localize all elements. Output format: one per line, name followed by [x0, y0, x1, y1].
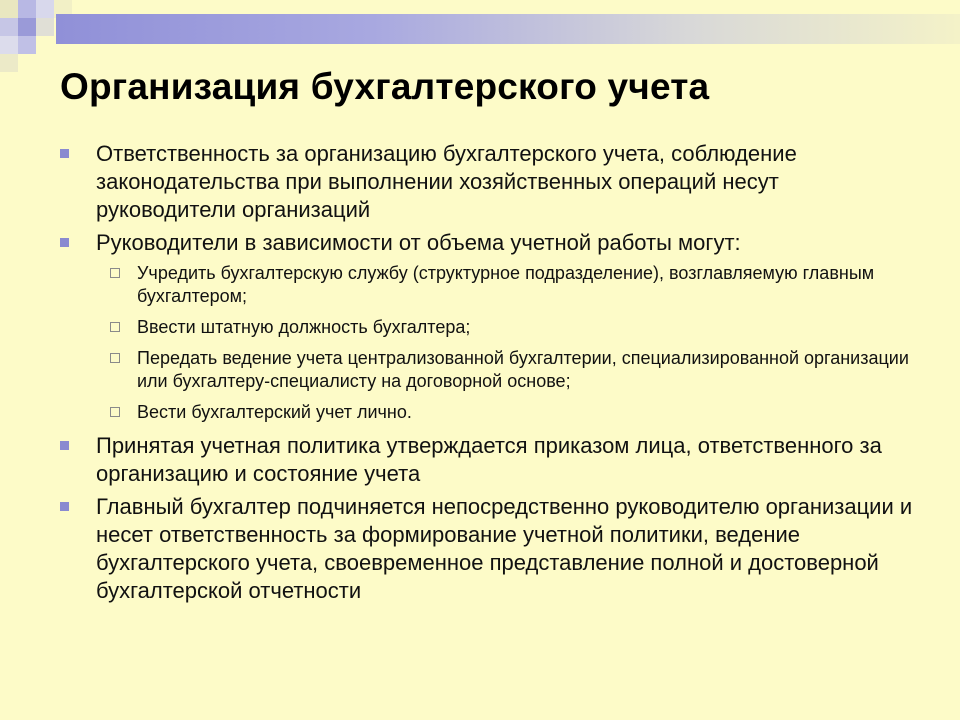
sub-bullet-text: Передать ведение учета централизованной бухгалтерии, специализированной организации или бухгалтеру-специалисту на договорной основе;: [137, 348, 909, 391]
slide-content: [60, 140, 920, 610]
hollow-square-bullet-icon: [110, 322, 120, 332]
bullet-item: [60, 229, 920, 257]
square-bullet-icon: [60, 238, 69, 247]
sub-bullet-item: [60, 262, 920, 308]
square-bullet-icon: [60, 441, 69, 450]
sub-bullet-text: Вести бухгалтерский учет лично.: [137, 402, 412, 422]
hollow-square-bullet-icon: [110, 268, 120, 278]
bullet-item: [60, 432, 920, 488]
decor-square: [18, 36, 36, 54]
hollow-square-bullet-icon: [110, 407, 120, 417]
sub-bullet-item: [60, 347, 920, 393]
sub-bullet-text: Учредить бухгалтерскую службу (структурное подразделение), возглавляемую главным бухгалтером;: [137, 263, 875, 306]
decor-square: [0, 36, 18, 54]
decor-square: [18, 18, 36, 36]
decor-square: [18, 0, 36, 18]
bullet-text: Руководители в зависимости от объема учетной работы могут:: [96, 230, 741, 255]
sub-bullet-text: Ввести штатную должность бухгалтера;: [137, 317, 471, 337]
decor-square: [0, 0, 18, 18]
sub-bullet-item: [60, 401, 920, 424]
sub-bullet-list: [60, 262, 920, 424]
hollow-square-bullet-icon: [110, 353, 120, 363]
bullet-item: [60, 493, 920, 605]
bullet-text: Ответственность за организацию бухгалтерского учета, соблюдение законодательства при выполнении хозяйственных операций несут руководители организаций: [96, 141, 797, 222]
decor-square: [36, 0, 54, 18]
decor-square: [0, 54, 18, 72]
bullet-item: [60, 140, 920, 224]
header-gradient-band: [56, 14, 960, 44]
bullet-text: Главный бухгалтер подчиняется непосредственно руководителю организации и несет ответственность за формирование учетной политики, ведение бухгалтерского учета, своевременное представление полной и достоверной бухгалтерской отчетности: [96, 494, 913, 603]
decor-square: [36, 18, 54, 36]
bullet-text: Принятая учетная политика утверждается приказом лица, ответственного за организацию и состояние учета: [96, 433, 882, 486]
sub-bullet-item: [60, 316, 920, 339]
square-bullet-icon: [60, 502, 69, 511]
decor-square: [0, 18, 18, 36]
square-bullet-icon: [60, 149, 69, 158]
slide-title: Организация бухгалтерского учета: [60, 66, 710, 107]
